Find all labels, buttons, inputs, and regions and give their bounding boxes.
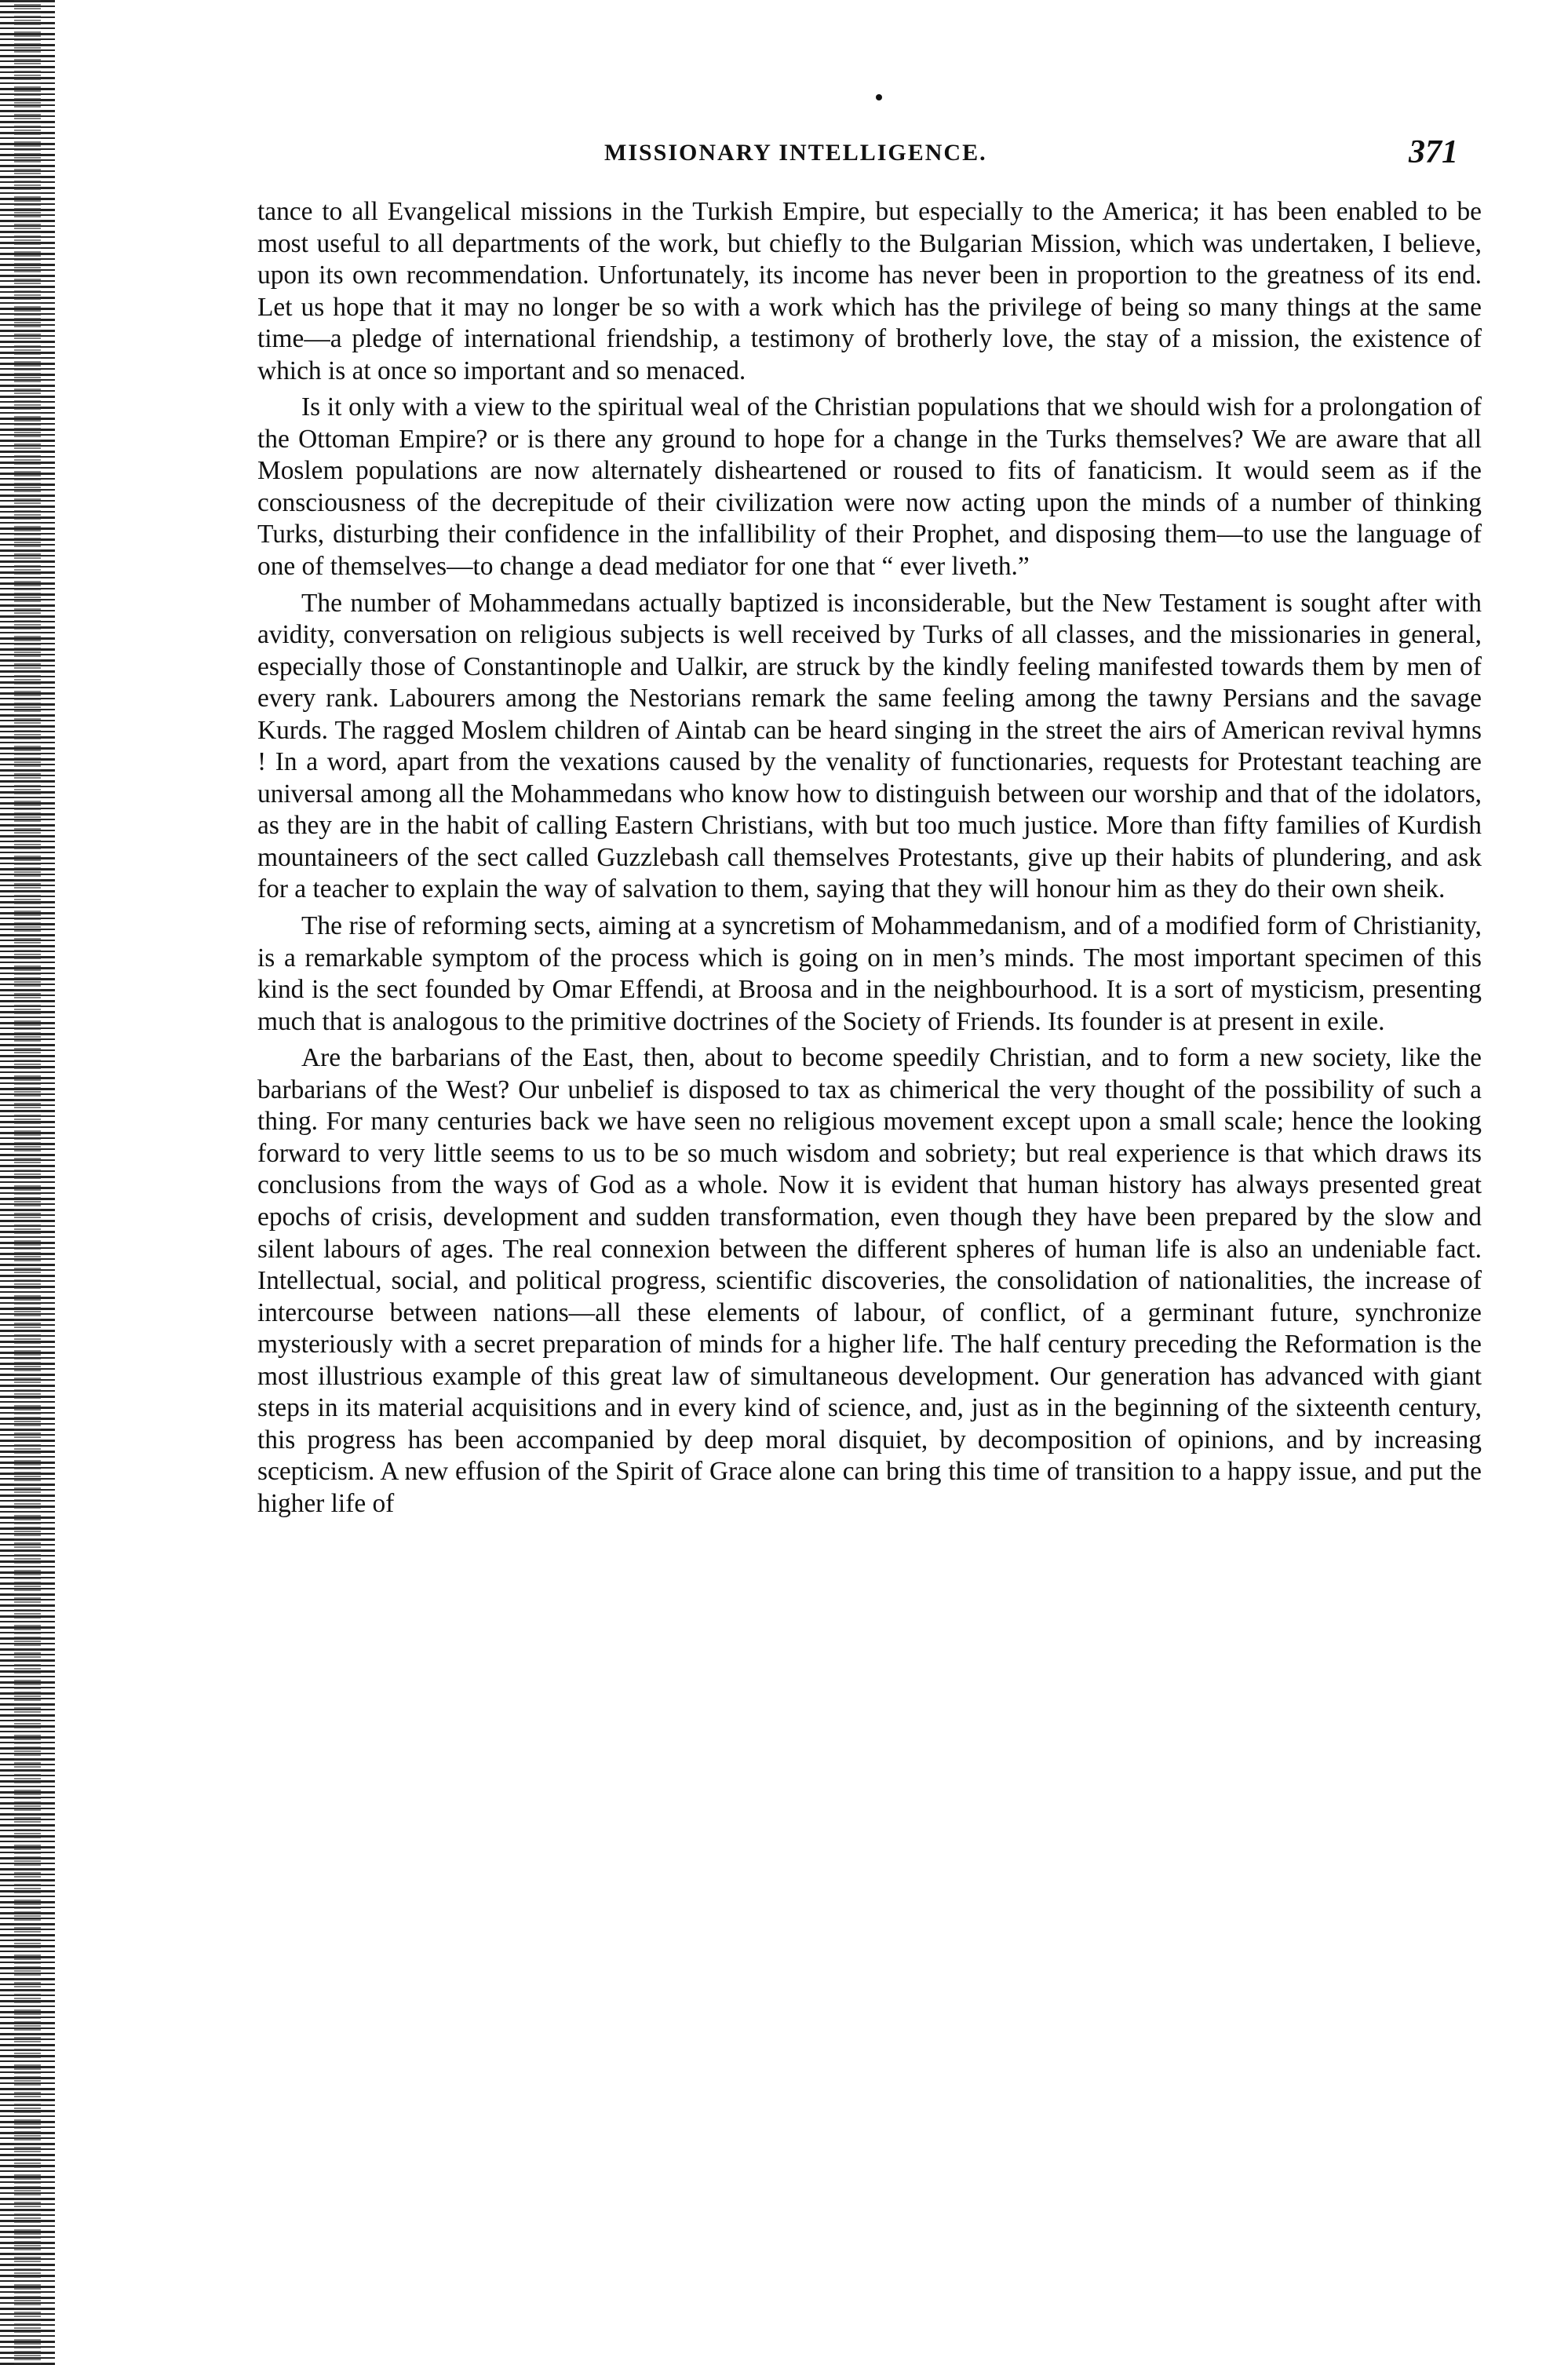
paragraph-3: The number of Mohammedans actually baptized is inconsiderable, but the New Testament is sought after with avidity, conversation on religious subjects is well received by Turks of all classes, and the missionaries in general, especially those of Constantinople and Ualkir, are struck by the kindly feeling manifested towards them by men of every rank. Labourers among the Nestorians remark the same feeling among the tawny Persians and the savage Kurds. The ragged Moslem children of Aintab can be heard singing in the street the airs of American revival hymns ! In a word, apart from the vexations caused by the venality of functionaries, requests for Protestant teaching are universal among all the Mohammedans who know how to distinguish between our worship and that of the idolators, as they are in the habit of calling Eastern Christians, with but too much justice. More than fifty families of Kurdish mountaineers of the sect called Guzzlebash call themselves Protestants, give up their habits of plundering, and ask for a teacher to explain the way of salvation to them, saying that they will honour him as they do their own sheik. [257,588,1482,904]
scan-binding-edge [0,0,55,2365]
body-text [257,196,1482,1520]
running-title: MISSIONARY INTELLIGENCE. [604,140,987,166]
page-header [259,133,1482,188]
paragraph-2: Is it only with a view to the spiritual weal of the Christian populations that we should wish for a prolongation of the Ottoman Empire? or is there any ground to hope for a change in the Turks themselves? We are aware that all Moslem populations are now alternately disheartened or roused to fits of fanaticism. It would seem as if the consciousness of the decrepitude of their civilization were now acting upon the minds of a number of thinking Turks, disturbing their confidence in the infallibility of their Prophet, and disposing them—to use the language of one of themselves—to change a dead mediator for one that “ ever liveth.” [257,392,1482,582]
paragraph-5: Are the barbarians of the East, then, about to become speedily Christian, and to form a new society, like the barbarians of the West? Our unbelief is disposed to tax as chimerical the very thought of the possibility of such a thing. For many centuries back we have seen no religious movement except upon a small scale; hence the looking forward to very little seems to us to be so much wisdom and sobriety; but real experience is that which draws its conclusions from the ways of God as a whole. Now it is evident that human history has always presented great epochs of crisis, development and sudden transformation, even though they have been prepared by the slow and silent labours of ages. The real connexion between the different spheres of human life is also an undeniable fact. Intellectual, social, and political progress, scientific discoveries, the consolidation of nationalities, the increase of intercourse between nations—all these elements of labour, of conflict, of a germinant future, synchronize mysteriously with a secret preparation of minds for a higher life. The half century preceding the Reformation is the most illustrious example of this great law of simultaneous development. Our generation has advanced with giant steps in its material acquisitions and in every kind of science, and, just as in the beginning of the sixteenth century, this progress has been accompanied by deep moral disquiet, by decomposition of opinions, and by increasing scepticism. A new effusion of the Spirit of Grace alone can bring this time of transition to a happy issue, and put the higher life of [257,1043,1482,1518]
scan-speck [876,94,882,100]
paragraph-1: tance to all Evangelical missions in the Turkish Empire, but especially to the America; it has been enabled to be most useful to all departments of the work, but chiefly to the Bulgarian Mission, which was undertaken, I believe, upon its own recommendation. Unfortunately, its income has never been in proportion to the greatness of its end. Let us hope that it may no longer be so with a work which has the privilege of being so many things at the same time—a pledge of international friendship, a testimony of brotherly love, the stay of a mission, the existence of which is at once so important and so menaced. [257,197,1482,385]
page-number: 371 [1409,134,1458,170]
paragraph-4: The rise of reforming sects, aiming at a syncretism of Mohammedanism, and of a modified form of Christianity, is a remarkable symptom of the process which is going on in men’s minds. The most important specimen of this kind is the sect founded by Omar Effendi, at Broosa and in the neighbourhood. It is a sort of mysticism, presenting much that is analogous to the primitive doctrines of the Society of Friends. Its founder is at present in exile. [257,911,1482,1036]
